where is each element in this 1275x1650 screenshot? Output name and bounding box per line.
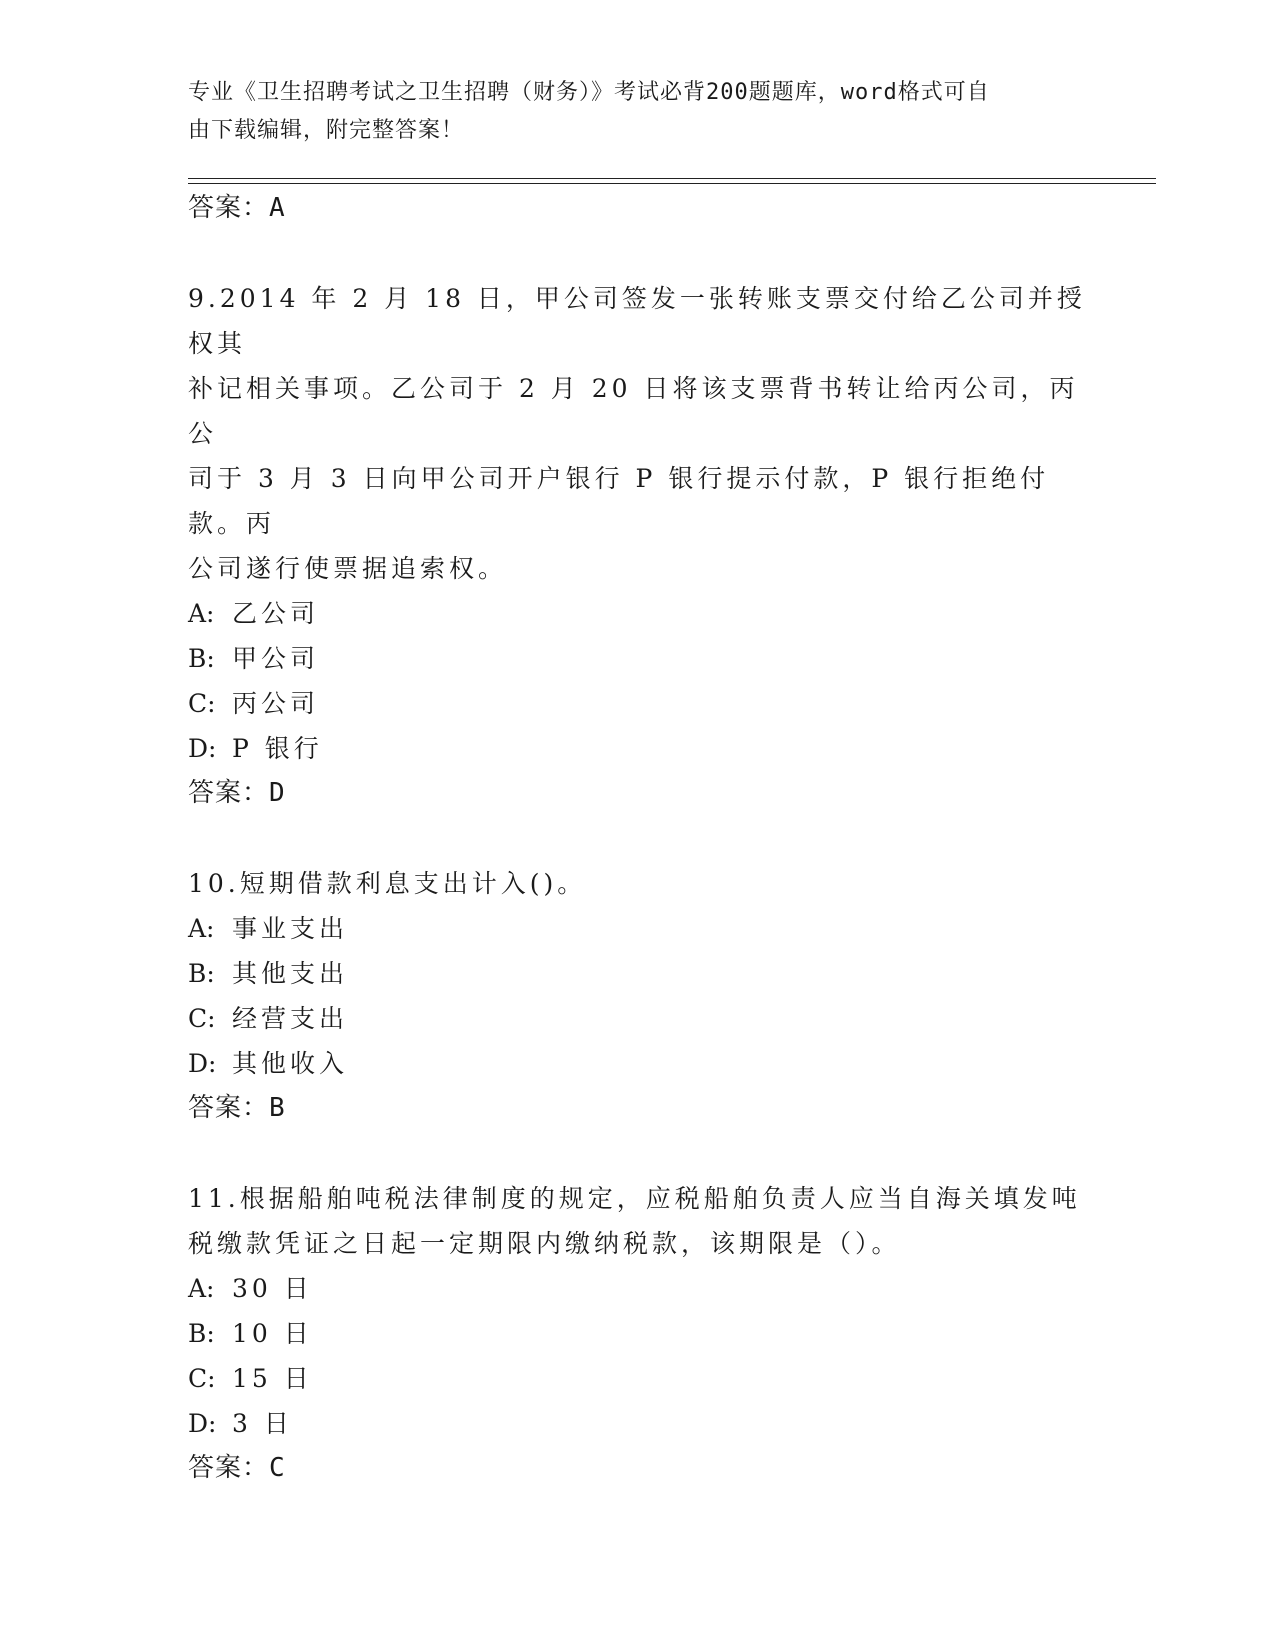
question-line: 司于 3 月 3 日向甲公司开户银行 P 银行提示付款，P 银行拒绝付款。丙 <box>188 464 1050 538</box>
option-text: 乙公司 <box>232 599 320 628</box>
question-line: 11.根据船舶吨税法律制度的规定，应税船舶负责人应当自海关填发吨 <box>188 1184 1081 1213</box>
option-c <box>188 996 1088 1041</box>
answer-line: 答案：C <box>188 1453 286 1483</box>
previous-answer: 答案：A <box>188 193 286 223</box>
option-c <box>188 681 1088 726</box>
spacer <box>188 231 1088 276</box>
answer-line: 答案：B <box>188 1093 286 1123</box>
option-b <box>188 1311 1088 1356</box>
document-body <box>188 186 1088 1491</box>
option-text: 其他支出 <box>232 959 349 988</box>
option-letter: D: <box>188 1049 217 1078</box>
option-text: 甲公司 <box>232 644 320 673</box>
option-a <box>188 906 1088 951</box>
question-block-9 <box>188 276 1088 816</box>
option-letter: B: <box>188 1319 215 1348</box>
option-letter: C: <box>188 1004 216 1033</box>
question-line: 10.短期借款利息支出计入()。 <box>188 869 587 898</box>
option-letter: A: <box>188 599 215 628</box>
option-text: 3 日 <box>232 1409 293 1438</box>
option-letter: D: <box>188 1409 217 1438</box>
option-b <box>188 951 1088 996</box>
question-line: 公司遂行使票据追索权。 <box>188 554 508 583</box>
option-text: 丙公司 <box>232 689 320 718</box>
option-c <box>188 1356 1088 1401</box>
option-d <box>188 726 1088 771</box>
option-d <box>188 1401 1088 1446</box>
option-d <box>188 1041 1088 1086</box>
option-text: 15 日 <box>232 1364 313 1393</box>
option-letter: D: <box>188 734 217 763</box>
question-text <box>188 1176 1088 1266</box>
option-text: 其他收入 <box>232 1049 349 1078</box>
option-text: 10 日 <box>232 1319 313 1348</box>
question-line: 9.2014 年 2 月 18 日，甲公司签发一张转账支票交付给乙公司并授权其 <box>188 284 1086 358</box>
header-divider-top <box>188 178 1156 179</box>
option-a <box>188 1266 1088 1311</box>
header-line-1: 专业《卫生招聘考试之卫生招聘（财务）》考试必背200题题库，word格式可自 <box>188 80 990 105</box>
option-letter: C: <box>188 689 216 718</box>
header-line-2: 由下载编辑，附完整答案！ <box>188 118 465 143</box>
header-divider-bottom <box>188 183 1156 184</box>
option-text: P 银行 <box>232 734 323 763</box>
question-block-11 <box>188 1176 1088 1491</box>
question-line: 补记相关事项。乙公司于 2 月 20 日将该支票背书转让给丙公司，丙公 <box>188 374 1079 448</box>
question-text <box>188 276 1088 591</box>
option-letter: A: <box>188 914 215 943</box>
question-block-10 <box>188 861 1088 1131</box>
spacer <box>188 816 1088 861</box>
spacer <box>188 1131 1088 1176</box>
option-letter: B: <box>188 959 215 988</box>
option-text: 经营支出 <box>232 1004 349 1033</box>
answer-line: 答案：D <box>188 778 286 808</box>
option-text: 30 日 <box>232 1274 313 1303</box>
question-line: 税缴款凭证之日起一定期限内缴纳税款，该期限是（）。 <box>188 1229 901 1258</box>
option-text: 事业支出 <box>232 914 349 943</box>
option-letter: A: <box>188 1274 215 1303</box>
document-header <box>188 74 1068 150</box>
option-a <box>188 591 1088 636</box>
option-b <box>188 636 1088 681</box>
option-letter: B: <box>188 644 215 673</box>
option-letter: C: <box>188 1364 216 1393</box>
question-text <box>188 861 1088 906</box>
